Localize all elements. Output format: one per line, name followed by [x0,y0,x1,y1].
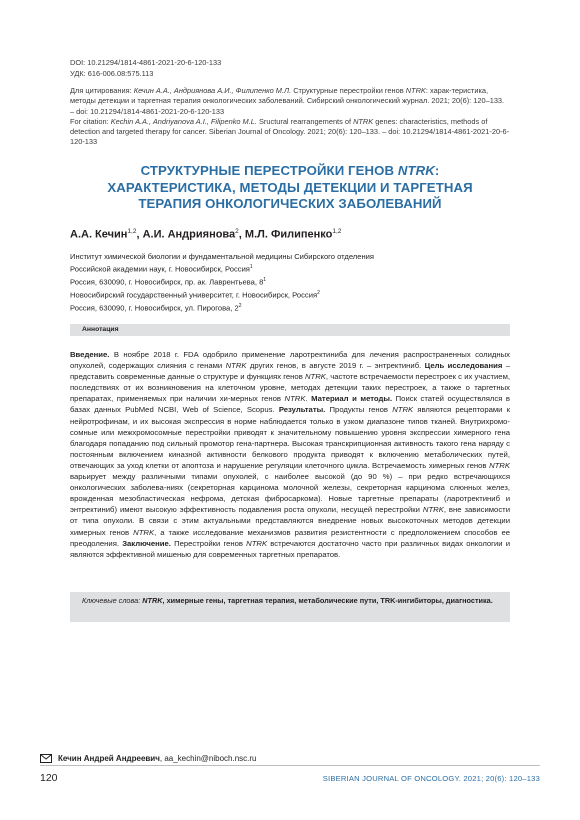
keywords-text: , химерные гены, таргетная терапия, метаболические пути, TRK-ингибиторы, диагностика. [162,596,493,605]
citation-en-authors: Kechin A.A., Andriyanova A.I., Filipenko M.L. [110,116,257,126]
gene-name: NTRK [246,538,268,548]
author-separator: , [238,228,245,241]
aim-label: Цель исследования [424,361,503,371]
page-number: 120 [40,772,58,784]
udc-line: УДК: 616-006.08:575.113 [70,69,154,78]
affiliation-sup: 1 [249,264,253,271]
corresponding-author [40,754,257,763]
author-separator: , [136,228,143,241]
citation-block [70,86,510,148]
title-line-1-text: СТРУКТУРНЫЕ ПЕРЕСТРОЙКИ ГЕНОВ [140,163,398,178]
methods-text: Поиск статей осуществлялся в базах данных PubMed NCBI, Web of Science, Scopus. [70,394,510,415]
abstract-heading: Аннотация [70,324,510,336]
author-affil-sup: 2 [235,228,239,235]
aim-text-end: . [305,394,308,404]
conclusion-text-cont: встречаются достаточно часто при различных видах онкологии и являются эффективной мишенью для современных таргетных препаратов. [70,538,511,559]
conclusion-text: Перестройки генов [174,538,243,548]
conclusion-label: Заключение. [122,538,171,548]
author-affil-sup: 1,2 [127,228,137,235]
author-name: М.Л. Филипенко [244,228,333,241]
author-name: А.И. Андриянова [142,228,236,241]
affiliation-line [70,262,510,275]
gene-name: NTRK [284,394,306,404]
affiliation-text: Россия, 630090, г. Новосибирск, пр. ак. Лаврентьева, 8 [70,277,264,287]
gene-name: NTRK [133,527,155,537]
keywords-label: Ключевые слова: [82,596,141,605]
abstract-paragraph [70,349,510,560]
citation-ru-text-cont: : харак-теристика, методы детекции и таргетная терапия онкологических заболеваний. Сибирский онкологический журнал. 2021; 20(6): 120–133. – doi: 10.21294/1814-4861-2021-20-6-120-133 [70,86,505,116]
citation-en-label: For citation: [70,116,109,126]
title-line-1-colon: : [434,163,440,178]
affiliation-text: Россия, 630090, г. Новосибирск, ул. Пирогова, 2 [70,303,239,313]
methods-label: Материал и методы. [311,394,393,404]
results-text-4: , вне зависимости от типа опухоли. В связи с этим актуальными представляются внедрение новых высокоточных методов детекции химерных генов [70,505,510,537]
footer-divider [40,765,540,766]
citation-ru-authors: Кечин А.А., Андриянова А.И., Филипенко М.Л. [133,86,292,95]
citation-ru-text: Структурные перестройки генов [293,86,404,95]
keywords-box [70,592,510,622]
results-label: Результаты. [278,405,326,415]
citation-ru [70,86,510,117]
article-identifiers [70,57,510,79]
intro-label: Введение. [70,350,110,359]
affiliation-line [70,288,510,301]
aim-text-cont: , частоте встречаемости перестроек с их участием, последствиях от их возникновения на клеточном уровне, методах детекции таких перестроек, а также о таргетных препаратах, применяемых при наличии хи-мерных генов [70,372,510,404]
citation-en-text-cont: genes: characteristics, methods of detection and targeted therapy for cancer. Siberian Journal of Oncology. 2021; 20(6): 120–133. – doi: 10.21294/1814-4861-2021-20-6-120-133 [70,116,510,147]
aim-text: – представить современные данные о структуре и функциях генов [70,361,510,382]
author-affil-sup: 1,2 [332,228,342,235]
affiliation-sup: 2 [317,290,320,297]
gene-name: NTRK [489,460,510,470]
abstract-body [70,349,510,560]
affiliation-text: Институт химической биологии и фундаментальной медицины Сибирского отделения [70,252,374,261]
gene-name: NTRK [422,505,444,515]
affiliation-sup: 1 [263,277,267,284]
doi-line: DOI: 10.21294/1814-4861-2021-20-6-120-133 [70,58,222,67]
gene-name: NTRK [304,372,326,382]
intro-text: В ноябре 2018 г. FDA одобрило применение ларотректиниба для лечения распространенных солидных опухолей, содержащих слияния с генами [70,350,510,371]
article-title [70,163,510,213]
gene-name: NTRK [392,405,414,415]
title-line-2: ХАРАКТЕРИСТИКА, МЕТОДЫ ДЕТЕКЦИИ И ТАРГЕТНАЯ [107,179,473,195]
citation-en [70,117,510,148]
contact-email[interactable]: , aa_kechin@niboch.nsc.ru [159,754,257,763]
citation-en-gene: NTRK [353,116,374,126]
affiliation-sup: 2 [238,303,242,310]
envelope-icon [40,754,52,763]
title-line-3: ТЕРАПИЯ ОНКОЛОГИЧЕСКИХ ЗАБОЛЕВАНИЙ [138,196,442,211]
keywords-gene: NTRK [142,596,163,605]
results-text-2: являются рецепторами к нейротрофинам, и их высокая экспрессия в норме наблюдается только в узком диапазоне типов тканей. Внутрихромо-сомные или межхромосомные перестройки приводят к значительному повышению уровня экспрессии химерного гена благодаря попаданию под сильный промотор гена-партнера. Высокая транскрипционная активность такого гена наряду с постоянным включением киназной активности белкового продукта приводят к включению метаболических путей, отвечающих за уход клетки от апоптоза и нарушение регуляции клеточного цикла. Встречаемость химерных генов [70,405,511,470]
title-gene: NTRK [397,163,435,178]
affiliation-line [70,251,510,262]
citation-en-text: Sructural rearrangements of [259,116,352,126]
results-text-3: варьирует между различными типами опухолей, с наиболее высокой (до 90 %) – при редко встречающихся онкологических заболева-ниях (секреторная карцинома молочной железы, секреторная карцинома слюнных желез, врожденная мезобластическая нефрома, детская фибросаркома). Новые таргетные препараты (ларотректиниб и энтректиниб) имеют высокую эффективность подавления роста опухоли, несущей перестройки [70,472,510,515]
affiliation-text: Новосибирский государственный университет, г. Новосибирск, Россия [70,290,318,300]
affiliations [70,251,510,314]
results-text: Продукты генов [329,405,388,415]
title-line-1 [70,163,510,180]
citation-ru-gene: NTRK [405,86,426,95]
author-name: А.А. Кечин [70,228,128,241]
gene-name: NTRK [225,361,247,371]
affiliation-line [70,301,510,314]
journal-running-title: SIBERIAN JOURNAL OF ONCOLOGY. 2021; 20(6): 120–133 [322,774,540,783]
affiliation-line [70,275,510,288]
affiliation-text: Российской академии наук, г. Новосибирск, Россия [70,264,250,274]
results-text-5: , а также исследование механизмов развития резистентности с предположением способов ее преодоления. [70,527,510,548]
citation-ru-label: Для цитирования: [70,86,132,95]
author-list [70,228,341,241]
intro-text-cont: других генов, в августе 2019 г. – энтректиниб. [249,361,422,371]
contact-name: Кечин Андрей Андреевич [58,754,160,763]
